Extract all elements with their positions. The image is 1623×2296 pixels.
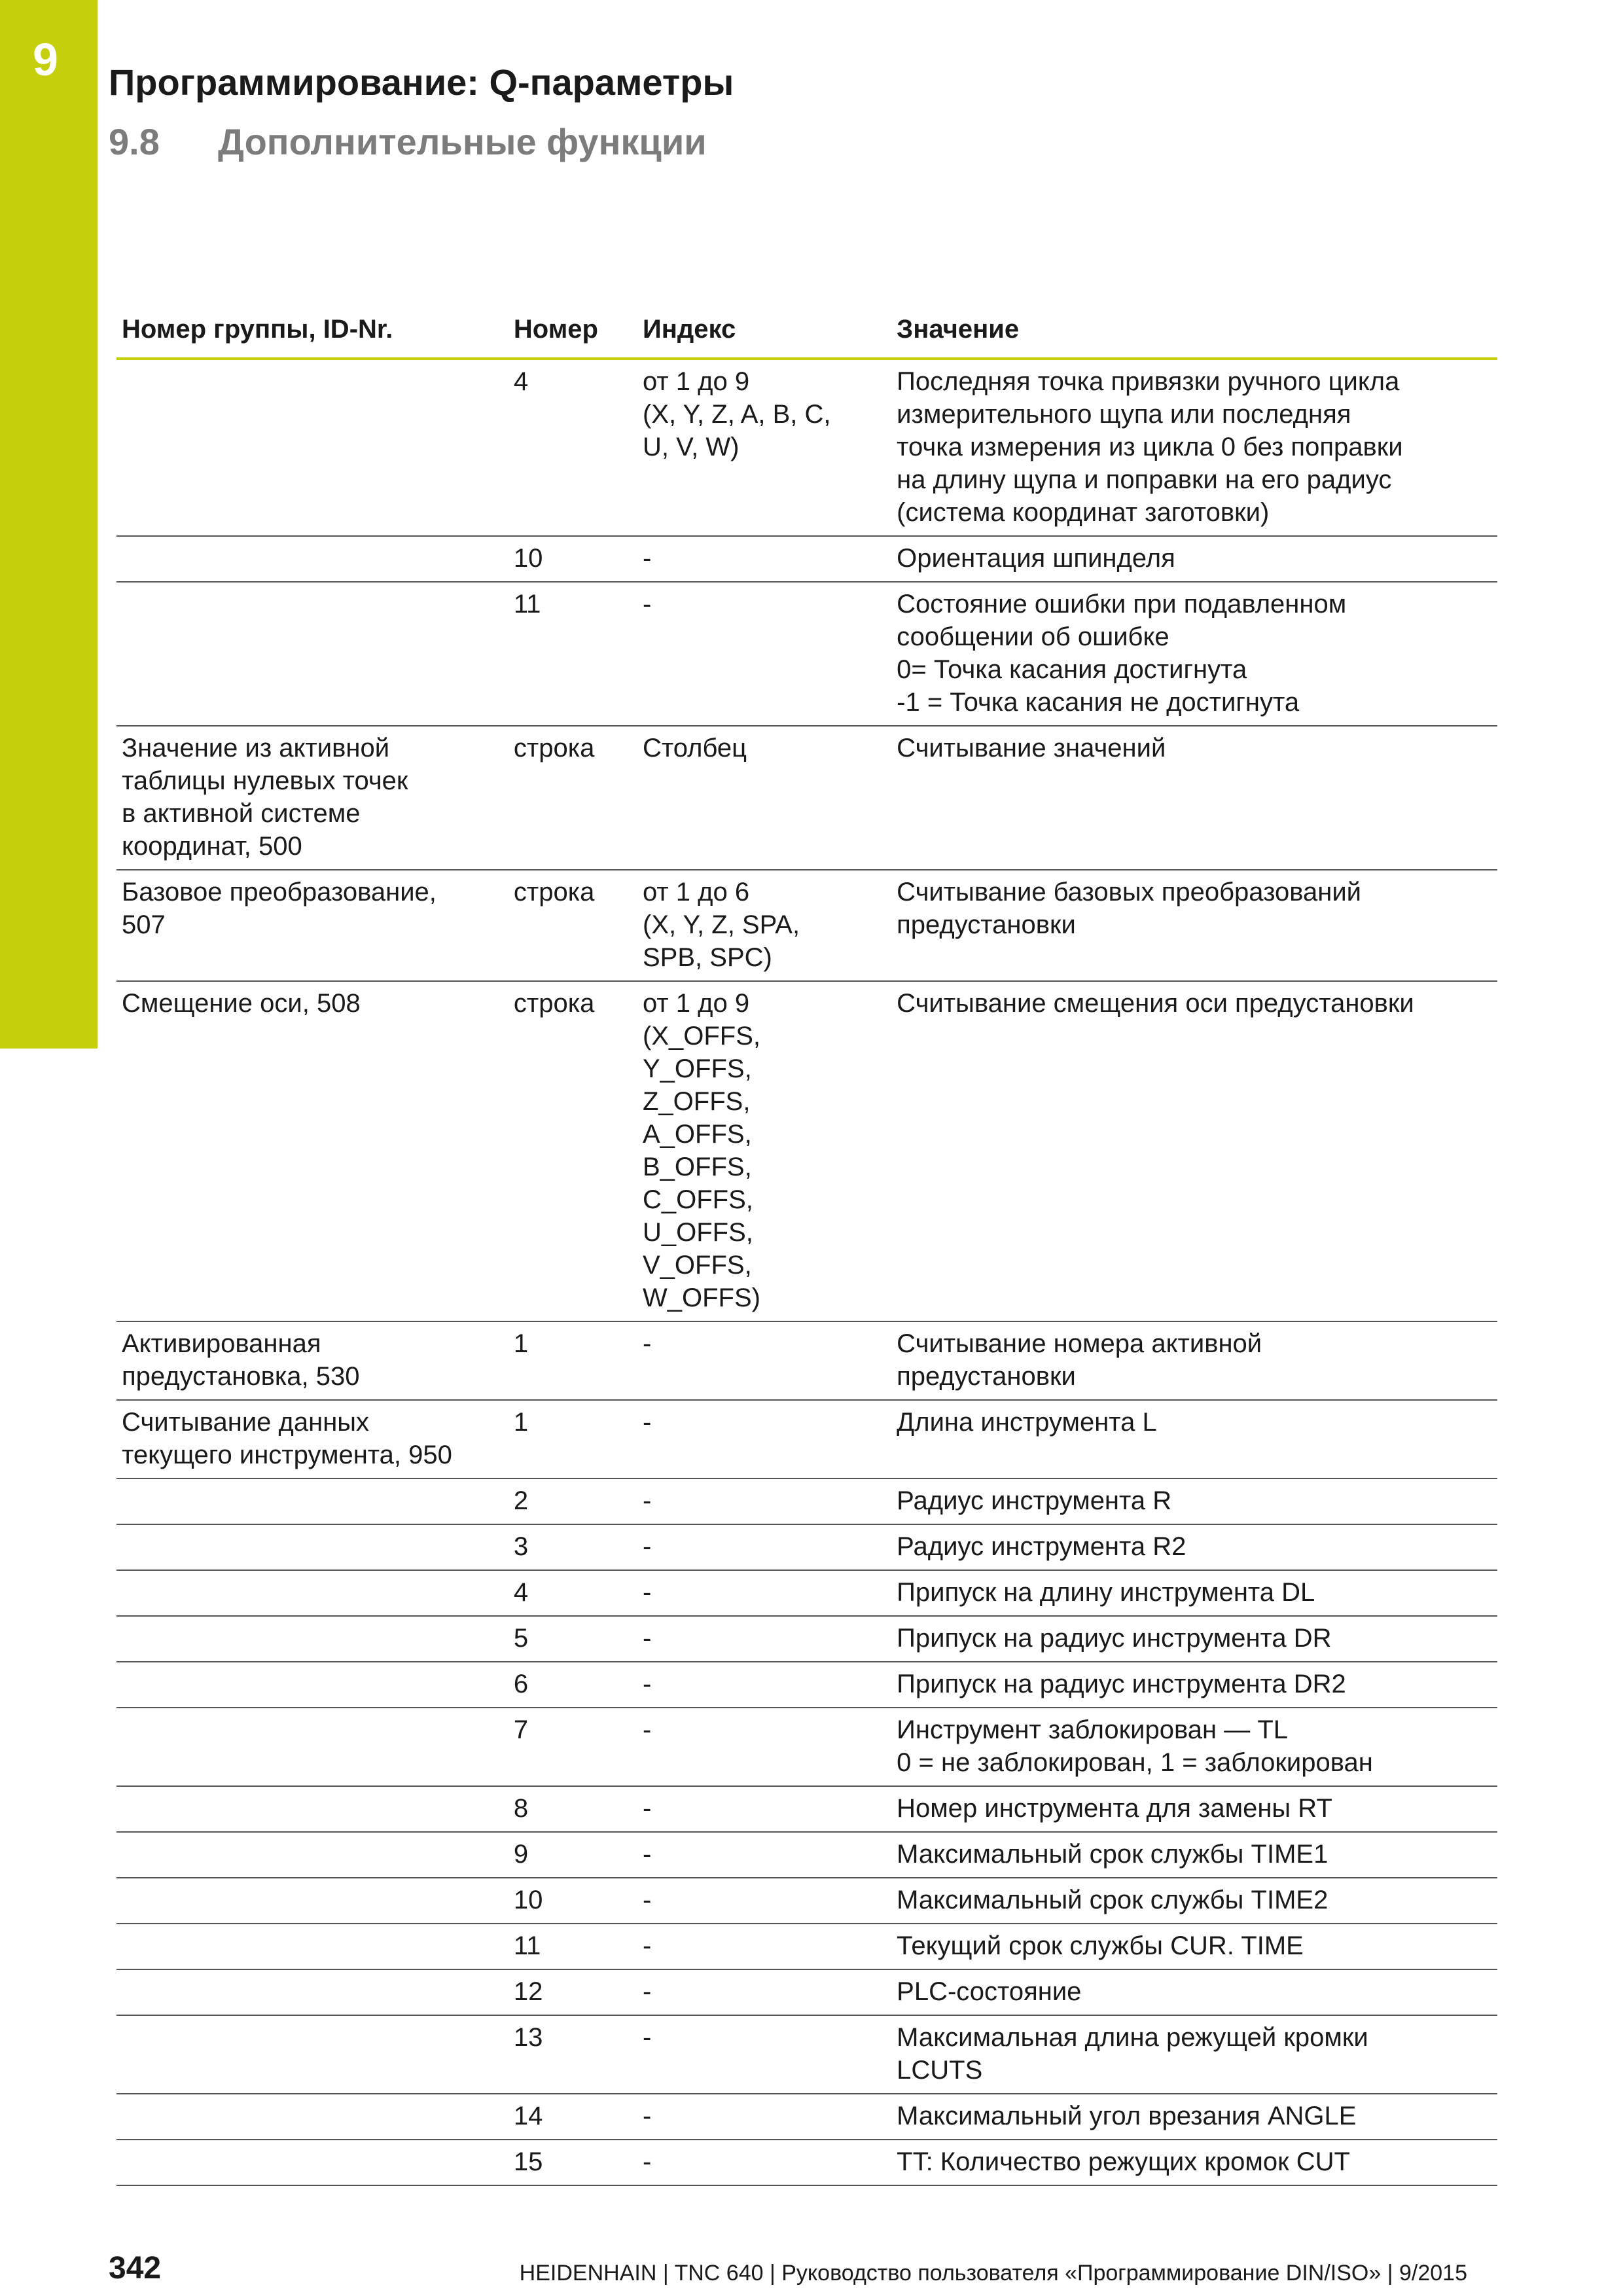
cell-index: от 1 до 6 (X, Y, Z, SPA, SPB, SPC) [643,878,800,972]
table-row [116,1525,1497,1571]
section-title: Дополнительные функции [218,121,707,162]
table-row [116,982,1497,1322]
cell-meaning: Припуск на радиус инструмента DR2 [897,1670,1346,1698]
table-row [116,1401,1497,1479]
table-row [116,1571,1497,1617]
cell-index: - [643,1931,652,1960]
cell-group-id [116,2100,508,2132]
cell-group-id [116,1530,508,1563]
cell-meaning: Считывание номера активной предустановки [897,1329,1262,1391]
cell-number: 8 [513,1794,529,1823]
cell-meaning: TT: Количество режущих кромок CUT [897,2147,1350,2176]
cell-group-id [116,2145,508,2178]
cell-index: - [643,590,652,619]
table-row [116,1479,1497,1525]
cell-meaning: Последняя точка привязки ручного цикла измерительного щупа или последняя точка измерения из цикла 0 без поправки на длину щупа и поправки на его радиус (система координат заготовки) [897,367,1403,527]
cell-meaning: Номер инструмента для замены RT [897,1794,1332,1823]
cell-group-id [116,1792,508,1825]
cell-meaning: Радиус инструмента R2 [897,1532,1186,1561]
cell-index: - [643,1977,652,2006]
cell-index: от 1 до 9 (X_OFFS, Y_OFFS, Z_OFFS, A_OFFS, B_OFFS, C_OFFS, U_OFFS, V_OFFS, W_OFFS) [643,989,761,1312]
header-meaning: Значение [897,315,1020,344]
cell-number: 7 [513,1715,529,1744]
cell-index: - [643,1715,652,1744]
table-row [116,1833,1497,1878]
cell-meaning: PLC-состояние [897,1977,1082,2006]
cell-group-id [116,1975,508,2008]
table-row [116,726,1497,870]
cell-meaning: Инструмент заблокирован — TL 0 = не заблокирован, 1 = заблокирован [897,1715,1373,1777]
cell-group-id: Активированная предустановка, 530 [122,1329,360,1391]
cell-meaning: Считывание смещения оси предустановки [897,989,1414,1018]
table-row [116,870,1497,982]
table-row [116,360,1497,537]
cell-index: - [643,2147,652,2176]
section-number: 9.8 [109,121,160,162]
cell-number: 9 [513,1840,529,1869]
cell-group-id [116,1884,508,1916]
cell-index: - [643,1532,652,1561]
header-index: Индекс [643,315,736,344]
cell-meaning: Припуск на радиус инструмента DR [897,1624,1332,1653]
cell-number: 1 [513,1329,529,1358]
cell-group-id [116,1622,508,1655]
cell-meaning: Состояние ошибки при подавленном сообщении об ошибке 0= Точка касания достигнута -1 = Точка касания не достигнута [897,590,1347,717]
table-row [116,1878,1497,1924]
cell-index: - [643,1486,652,1515]
cell-number: 6 [513,1670,529,1698]
cell-number: 11 [513,590,541,619]
page-number: 342 [109,2251,162,2286]
cell-number: 10 [513,544,543,573]
cell-number: строка [513,878,595,906]
section-heading [109,120,707,164]
table-row [116,1924,1497,1970]
table-row [116,2140,1497,2186]
cell-number: 11 [513,1931,541,1960]
cell-group-id: Базовое преобразование, 507 [122,878,437,939]
cell-index: - [643,1578,652,1607]
table-row [116,1787,1497,1833]
cell-meaning: Считывание значений [897,734,1166,762]
cell-group-id: Считывание данных текущего инструмента, 950 [122,1408,452,1469]
cell-index: - [643,1840,652,1869]
cell-number: 5 [513,1624,529,1653]
cell-group-id [116,1484,508,1517]
cell-meaning: Максимальная длина режущей кромки LCUTS [897,2023,1368,2085]
cell-meaning: Радиус инструмента R [897,1486,1172,1515]
table-row [116,1617,1497,1662]
chapter-title: Программирование: Q-параметры [109,62,734,103]
header-group-id: Номер группы, ID-Nr. [122,315,393,344]
cell-number: 1 [513,1408,529,1437]
cell-group-id [116,2021,508,2087]
table-body [116,360,1497,2186]
table-row [116,2094,1497,2140]
cell-number: 10 [513,1886,543,1914]
cell-group-id [116,588,508,719]
table-row [116,1970,1497,2016]
cell-group-id [116,1668,508,1700]
cell-index: - [643,544,652,573]
table-header [116,313,1497,360]
cell-group-id: Значение из активной таблицы нулевых точек в активной системе координат, 500 [122,734,408,861]
cell-number: 13 [513,2023,543,2052]
cell-number: 12 [513,1977,543,2006]
cell-group-id: Смещение оси, 508 [122,989,361,1018]
cell-index: от 1 до 9 (X, Y, Z, A, B, C, U, V, W) [643,367,831,461]
table-row [116,583,1497,726]
header-number: Номер [513,315,598,344]
cell-group-id [116,1838,508,1871]
cell-group-id [116,1576,508,1609]
chapter-tab [0,0,98,1049]
cell-number: 2 [513,1486,529,1515]
cell-number: 15 [513,2147,543,2176]
cell-number: строка [513,734,595,762]
table-row [116,537,1497,583]
cell-group-id [116,542,508,575]
cell-index: - [643,1794,652,1823]
cell-meaning: Припуск на длину инструмента DL [897,1578,1315,1607]
cell-index: - [643,1624,652,1653]
cell-index: - [643,1329,652,1358]
parameter-table [116,313,1497,2186]
chapter-number: 9 [33,34,58,85]
cell-group-id [116,365,508,529]
cell-index: - [643,1886,652,1914]
cell-number: 4 [513,367,529,396]
cell-number: строка [513,989,595,1018]
cell-index: - [643,1408,652,1437]
table-row [116,2016,1497,2094]
cell-index: - [643,2023,652,2052]
table-row [116,1322,1497,1401]
cell-meaning: Текущий срок службы CUR. TIME [897,1931,1304,1960]
cell-meaning: Считывание базовых преобразований предустановки [897,878,1362,939]
cell-index: - [643,2102,652,2130]
cell-meaning: Максимальный срок службы TIME1 [897,1840,1329,1869]
cell-group-id [116,1713,508,1779]
cell-meaning: Максимальный угол врезания ANGLE [897,2102,1357,2130]
cell-group-id [116,1929,508,1962]
table-row [116,1662,1497,1708]
footer-text: HEIDENHAIN | TNC 640 | Руководство пользователя «Программирование DIN/ISO» | 9/2015 [519,2261,1467,2286]
table-row [116,1708,1497,1787]
cell-number: 3 [513,1532,529,1561]
cell-index: Столбец [643,734,747,762]
cell-meaning: Ориентация шпинделя [897,544,1175,573]
cell-index: - [643,1670,652,1698]
cell-meaning: Максимальный срок службы TIME2 [897,1886,1329,1914]
cell-meaning: Длина инструмента L [897,1408,1157,1437]
cell-number: 14 [513,2102,543,2130]
cell-number: 4 [513,1578,529,1607]
